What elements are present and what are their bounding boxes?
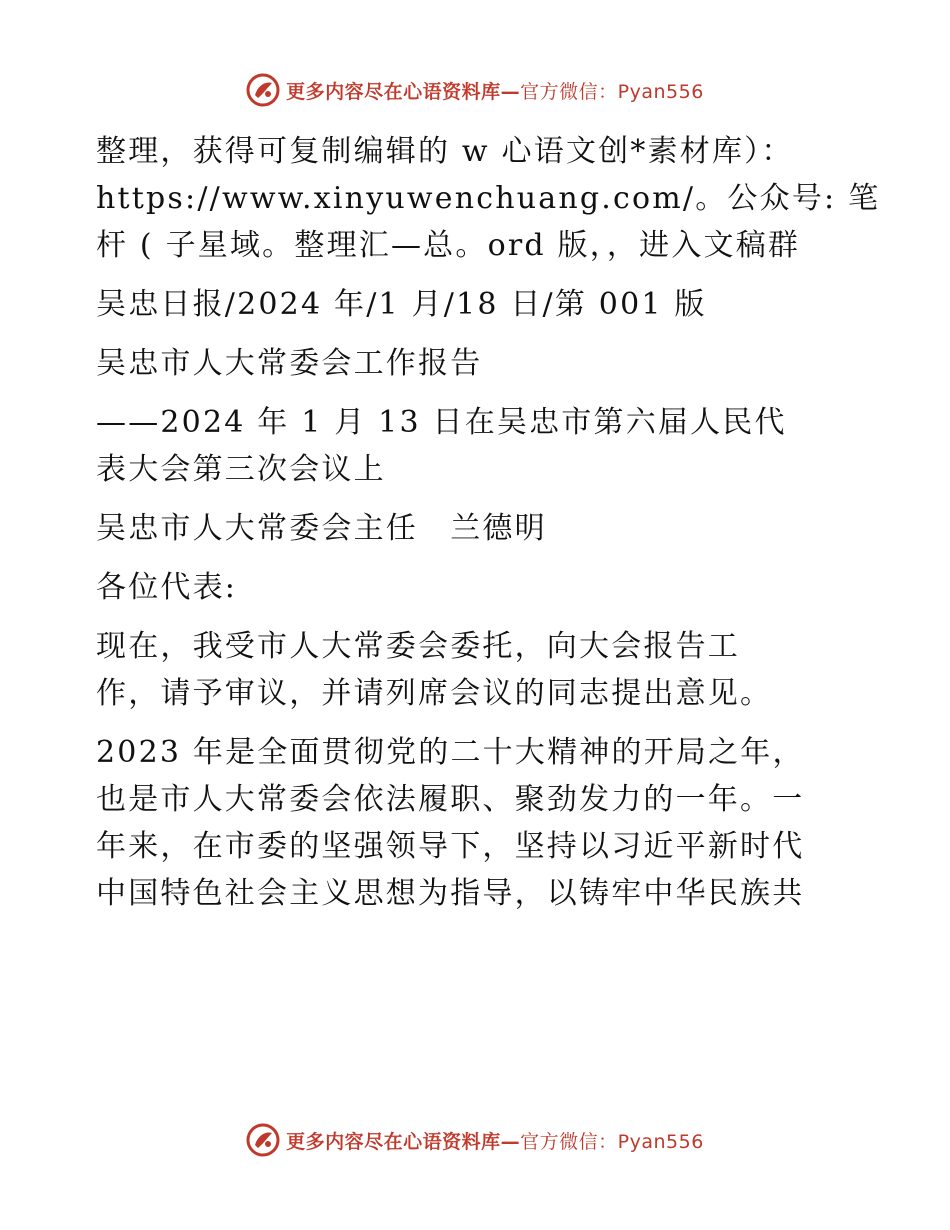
banner-text-main: 更多内容尽在心语资料库— — [286, 1130, 521, 1153]
text-line: 吴忠市人大常委会工作报告 — [96, 346, 483, 381]
text-line: https://www.xinyuwenchuang.com/。公众号: 笔 — [96, 181, 881, 216]
document-title — [96, 340, 856, 387]
text-line: 年来，在市委的坚强领导下，坚持以习近平新时代 — [96, 829, 805, 864]
text-line: 各位代表: — [96, 570, 238, 605]
banner-text-contact: 官方微信：Pyan556 — [520, 1130, 704, 1153]
intro-paragraph — [96, 128, 881, 269]
salutation — [96, 564, 856, 611]
text-line: 2023 年是全面贯彻党的二十大精神的开局之年， — [96, 735, 805, 770]
text-line: 现在，我受市人大常委会委托，向大会报告工 — [96, 629, 740, 664]
text-line: 中国特色社会主义思想为指导，以铸牢中华民族共 — [96, 876, 805, 911]
text-line: 吴忠市人大常委会主任 兰德明 — [96, 511, 547, 546]
footer-banner — [0, 1118, 950, 1162]
banner-text — [286, 77, 704, 104]
text-line: 吴忠日报/2024 年/1 月/18 日/第 001 版 — [96, 287, 707, 322]
text-line: 整理，获得可复制编辑的 w 心语文创*素材库）： — [96, 134, 794, 169]
source-line — [96, 281, 856, 328]
text-line: 也是市人大常委会依法履职、聚劲发力的一年。一 — [96, 782, 805, 817]
header-banner — [0, 68, 950, 112]
xinyu-logo-icon — [246, 1123, 280, 1157]
body-paragraph — [96, 623, 856, 717]
body-paragraph — [96, 729, 856, 917]
author-line — [96, 505, 856, 552]
document-body — [96, 128, 881, 917]
text-line: 表大会第三次会议上 — [96, 452, 386, 487]
text-line: ——2024 年 1 月 13 日在吴忠市第六届人民代 — [96, 405, 787, 440]
banner-text — [286, 1127, 704, 1154]
xinyu-logo-icon — [246, 73, 280, 107]
banner-text-contact: 官方微信：Pyan556 — [520, 80, 704, 103]
document-subtitle — [96, 399, 856, 493]
text-line: 杆 ( 子星域。整理汇—总。ord 版，，进入文稿群 — [96, 228, 801, 263]
text-line: 作，请予审议，并请列席会议的同志提出意见。 — [96, 676, 773, 711]
banner-text-main: 更多内容尽在心语资料库— — [286, 80, 521, 103]
